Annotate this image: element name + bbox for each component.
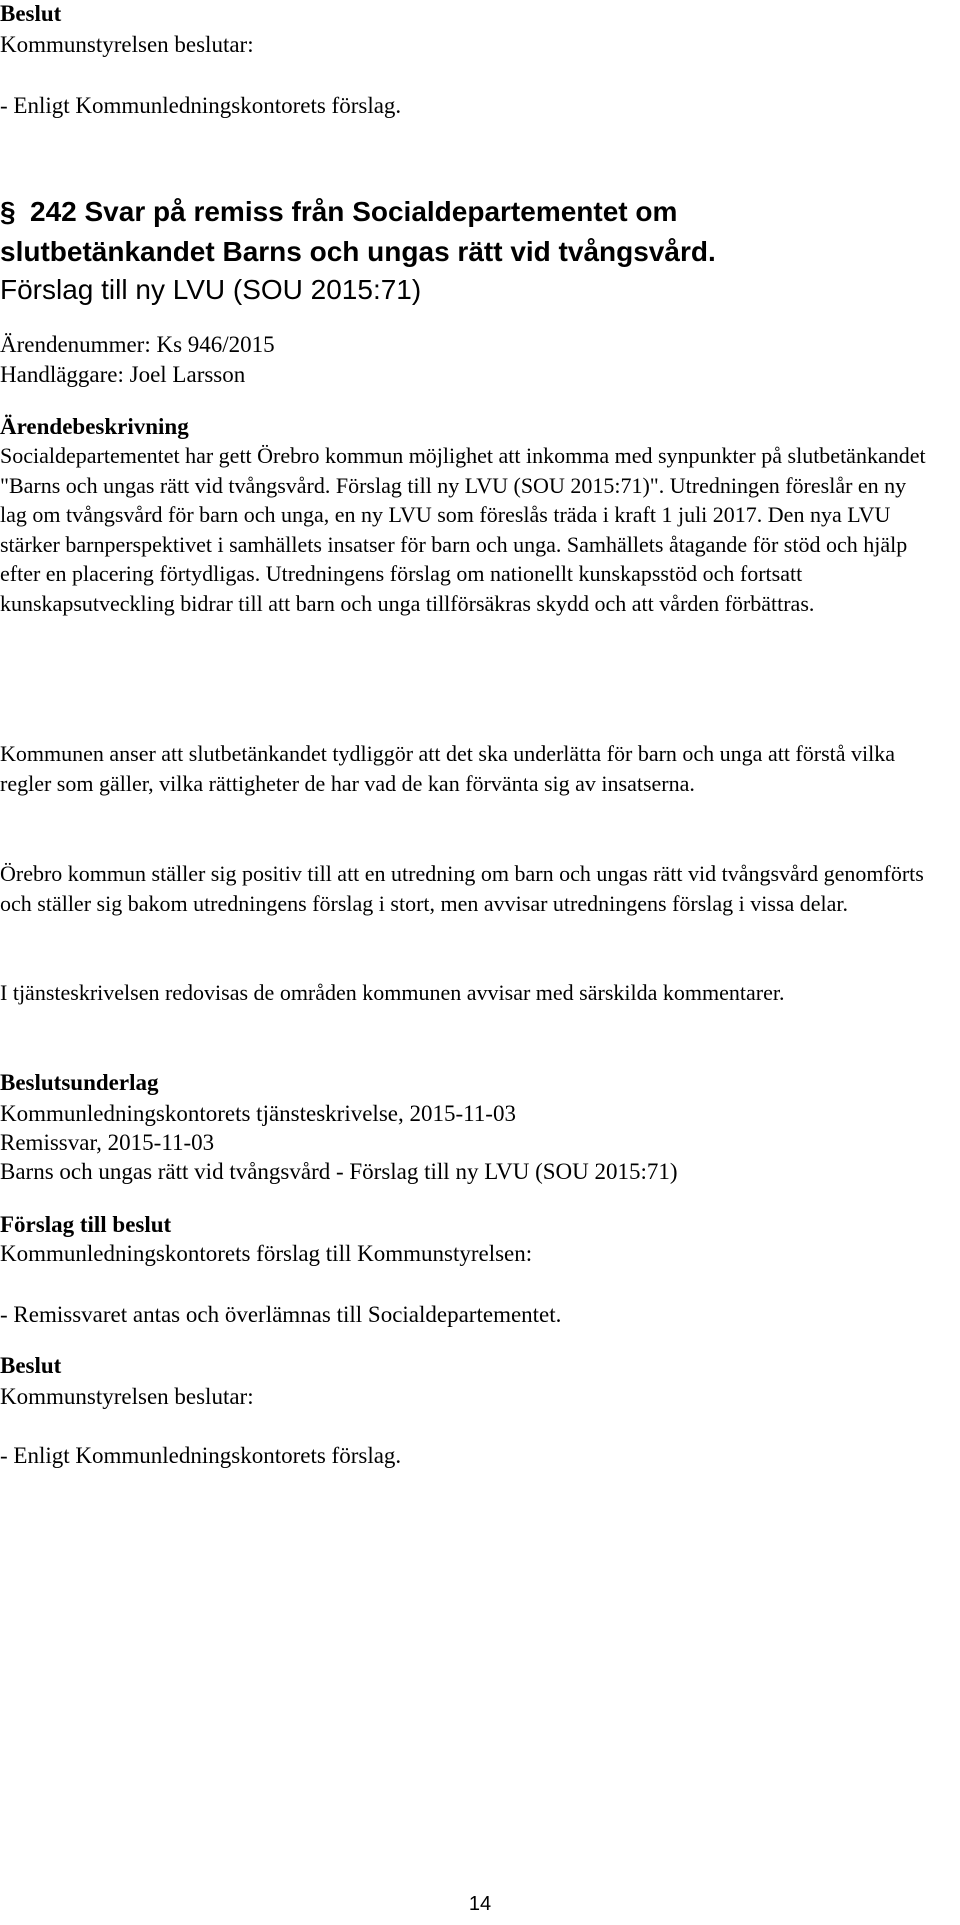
case-handler: Handläggare: Joel Larsson	[0, 362, 246, 387]
decision-intro: Kommunstyrelsen beslutar:	[0, 32, 254, 57]
proposal-heading: Förslag till beslut	[0, 1212, 172, 1237]
case-number: Ärendenummer: Ks 946/2015	[0, 332, 275, 357]
item-subtitle: Förslag till ny LVU (SOU 2015:71)	[0, 274, 422, 305]
decision-item: - Enligt Kommunledningskontorets förslag.	[0, 93, 402, 118]
basis-item: Remissvar, 2015-11-03	[0, 1130, 215, 1155]
basis-item: Kommunledningskontorets tjänsteskrivelse, 2015-11-03	[0, 1101, 516, 1126]
section-symbol: §	[0, 196, 16, 227]
item-title-line-1	[0, 192, 935, 232]
description-paragraph-1: Socialdepartementet har gett Örebro kommun möjlighet att inkomma med synpunkter på slutbetänkandet "Barns och ungas rätt vid tvångsvård. Förslag till ny LVU (SOU 2015:71)". Utredningen föreslår en ny lag om tvångsvård för barn och unga, en ny LVU som föreslås träda i kraft 1 juli 2017. Den nya LVU stärker barnperspektivet i samhällets insatser för barn och unga. Samhällets åtagande för stöd och hjälp efter en placering förtydligas. Utredningens förslag om nationellt kunskapsstöd och fortsatt kunskapsutveckling bidrar till att barn och unga tillförsäkras skydd och att vården förbättras.	[0, 443, 926, 616]
item-title-text-1: 242 Svar på remiss från Socialdepartementet om	[30, 196, 678, 227]
basis-item: Barns och ungas rätt vid tvångsvård - Förslag till ny LVU (SOU 2015:71)	[0, 1159, 678, 1184]
decision-intro: Kommunstyrelsen beslutar:	[0, 1384, 254, 1409]
description-paragraph-4: I tjänsteskrivelsen redovisas de områden kommunen avvisar med särskilda kommentarer.	[0, 980, 785, 1005]
description-paragraph-2: Kommunen anser att slutbetänkandet tydliggör att det ska underlätta för barn och unga att förstå vilka regler som gäller, vilka rättigheter de har vad de kan förvänta sig av insatserna.	[0, 741, 896, 796]
page-number: 14	[468, 1893, 492, 1915]
decision-heading: Beslut	[0, 1353, 62, 1378]
description-heading: Ärendebeskrivning	[0, 414, 189, 439]
item-title	[0, 192, 935, 272]
description-paragraph-3: Örebro kommun ställer sig positiv till att en utredning om barn och ungas rätt vid tvångsvård genomförts och ställer sig bakom utredningens förslag i stort, men avvisar utredningens förslag i vissa delar.	[0, 861, 924, 916]
proposal-intro: Kommunledningskontorets förslag till Kommunstyrelsen:	[0, 1241, 533, 1266]
decision-item: - Enligt Kommunledningskontorets förslag.	[0, 1443, 402, 1468]
item-title-line-2: slutbetänkandet Barns och ungas rätt vid tvångsvård.	[0, 236, 716, 267]
proposal-item: - Remissvaret antas och överlämnas till Socialdepartementet.	[0, 1302, 562, 1327]
decision-heading: Beslut	[0, 1, 62, 26]
basis-heading: Beslutsunderlag	[0, 1070, 159, 1095]
